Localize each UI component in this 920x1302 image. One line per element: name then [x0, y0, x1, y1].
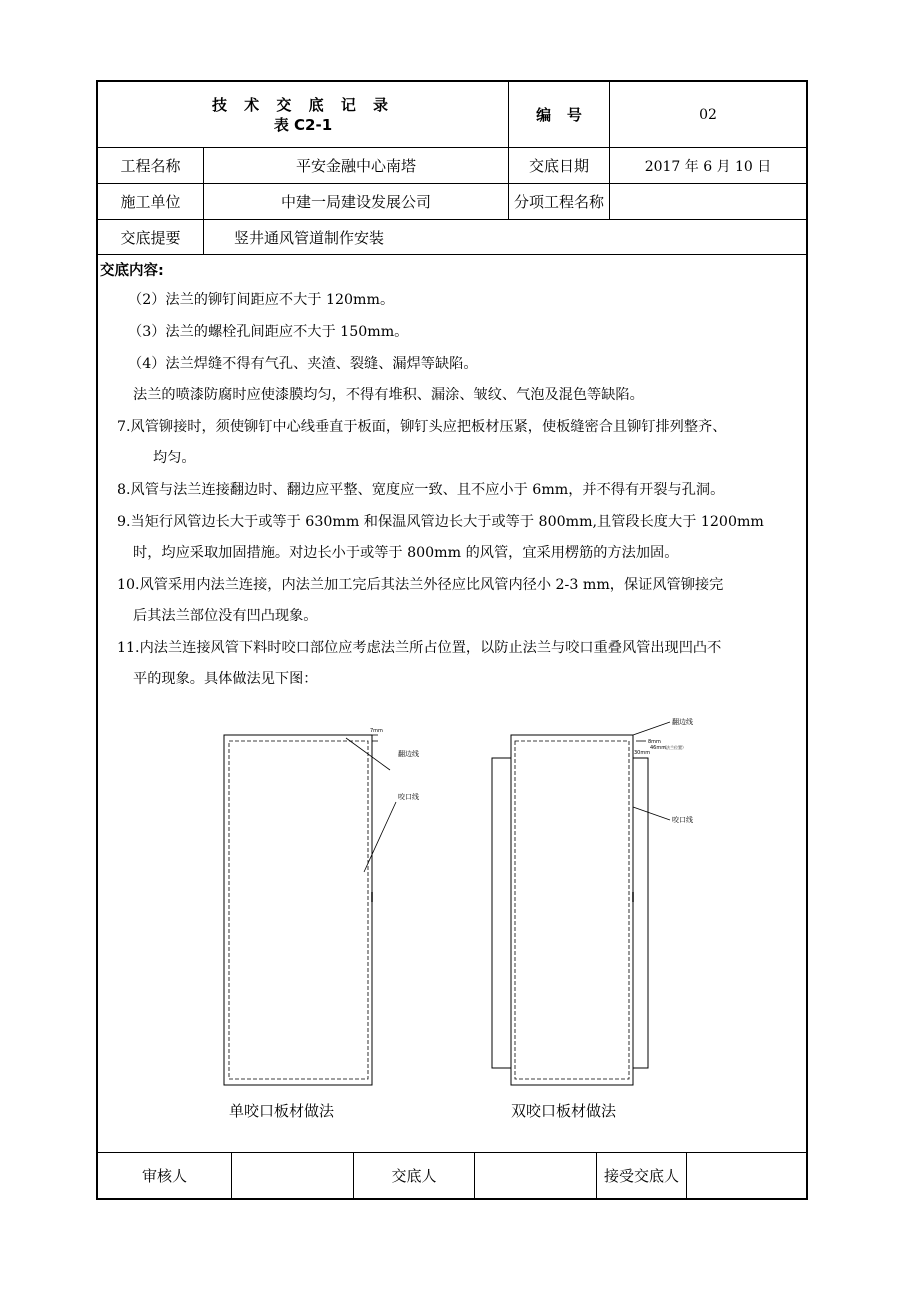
unit-value: 中建一局建设发展公司 — [280, 193, 431, 211]
date-value: 2017 年 6 月 10 日 — [644, 158, 772, 175]
summary-label: 交底提要 — [120, 228, 181, 247]
right-dim-a: 30mm — [634, 750, 651, 756]
content-line: 9.当矩行风管边长大于或等于 630mm 和保温风管边长大于或等于 800mm,且管段长度大于 1200mm — [117, 514, 764, 530]
right-dim-note: （法兰位置） — [662, 745, 686, 750]
project-value: 平安金融中心南塔 — [295, 157, 416, 175]
content-line: 8.风管与法兰连接翻边时、翻边应平整、宽度应一致、且不应小于 6mm，并不得有开裂与孔洞。 — [117, 482, 725, 498]
duct-drawings — [98, 712, 806, 1132]
form-title — [98, 82, 508, 147]
content-line: 11.内法兰连接风管下料时咬口部位应考虑法兰所占位置，以防止法兰与咬口重叠风管出现凹凸不 — [117, 640, 722, 656]
left-flange-label: 翻边线 — [398, 750, 419, 758]
subproject-label: 分项工程名称 — [513, 193, 604, 211]
right-seam-label: 咬口线 — [672, 816, 693, 824]
form-title-main: 技 术 交 底 记 录 — [211, 95, 395, 114]
discloser-value — [475, 1153, 596, 1198]
right-dim-b: 46mm — [650, 745, 667, 751]
reviewer-label: 审核人 — [141, 1167, 187, 1185]
reviewer-value — [232, 1153, 353, 1198]
content-line: 10.风管采用内法兰连接，内法兰加工完后其法兰外径应比风管内径小 2-3 mm，保证风管铆接完 — [117, 577, 724, 593]
date-label: 交底日期 — [528, 157, 589, 175]
content-line: 法兰的喷漆防腐时应使漆膜均匀，不得有堆积、漏涂、皱纹、气泡及混色等缺陷。 — [133, 387, 644, 403]
content-line: 时，均应采取加固措施。对边长小于或等于 800mm 的风管，宜采用楞筋的方法加固。 — [133, 545, 679, 561]
form-code: 表 C2-1 — [273, 115, 333, 134]
right-dim-small: 8mm — [648, 739, 661, 745]
content-line: 后其法兰部位没有凹凸现象。 — [133, 608, 318, 624]
content-line: （4）法兰焊缝不得有气孔、夹渣、裂缝、漏焊等缺陷。 — [128, 356, 478, 372]
content-line: 7.风管铆接时，须使铆钉中心线垂直于板面，铆钉头应把板材压紧，使板缝密合且铆钉排列整齐、 — [117, 419, 727, 435]
number-label: 编 号 — [536, 106, 582, 124]
number-value: 02 — [699, 106, 717, 123]
right-flange-label: 翻边线 — [672, 718, 693, 726]
discloser-label: 交底人 — [391, 1167, 437, 1185]
single-seam-drawing — [224, 728, 419, 1085]
content-heading: 交底内容: — [100, 263, 164, 279]
subproject-value — [610, 184, 806, 219]
content-line: 均匀。 — [153, 450, 196, 466]
left-figure-caption: 单咬口板材做法 — [229, 1102, 335, 1120]
right-figure-caption: 双咬口板材做法 — [511, 1102, 617, 1120]
left-dim-label: 7mm — [370, 728, 383, 734]
summary-value: 竖井通风管道制作安装 — [234, 228, 385, 247]
disclosure-form — [96, 80, 808, 1200]
unit-label: 施工单位 — [120, 193, 181, 211]
receiver-label: 接受交底人 — [603, 1167, 679, 1185]
row-divider — [98, 254, 806, 255]
content-line: （2）法兰的铆钉间距应不大于 120mm。 — [128, 292, 395, 308]
receiver-value — [687, 1153, 806, 1198]
double-seam-drawing — [492, 717, 693, 1085]
content-line: 平的现象。具体做法见下图： — [133, 671, 318, 687]
content-line: （3）法兰的螺栓孔间距应不大于 150mm。 — [128, 324, 409, 340]
left-seam-label: 咬口线 — [398, 793, 419, 801]
project-label: 工程名称 — [120, 157, 181, 175]
